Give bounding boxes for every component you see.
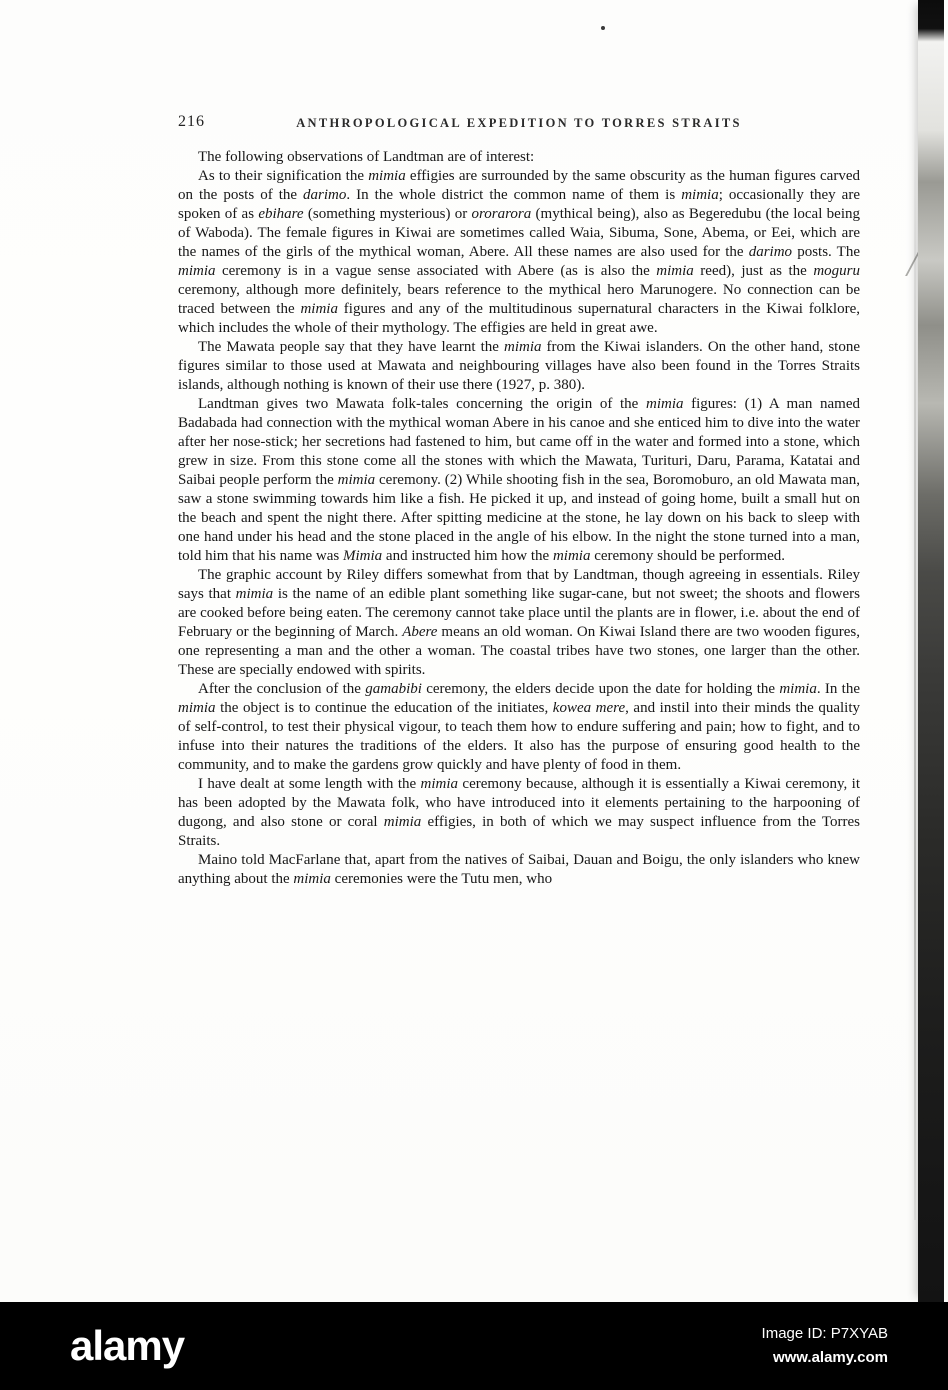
text-run: Maino told MacFarlane that, apart from the natives of Saibai, Dauan and Boigu, the only islanders who knew anything about the [178, 852, 860, 887]
italic-term: mimia [383, 814, 422, 830]
italic-term: darimo [748, 244, 793, 260]
italic-term: mimia [337, 472, 376, 488]
text-run: is the name of an edible plant something like sugar-cane, but not sweet; the shoots and flowers are cooked before being eaten. The ceremony cannot take place until the plants are in flower, i.e. about the end of February or the beginning of March. [178, 586, 860, 640]
page-text-block [178, 112, 860, 889]
italic-term: Abere [402, 624, 438, 640]
text-run: The Mawata people say that they have learnt the [198, 339, 504, 355]
paragraph-riley-account [178, 566, 860, 680]
italic-term: mimia [552, 548, 591, 564]
italic-term: moguru [813, 263, 860, 279]
italic-term: mimia [503, 339, 542, 355]
text-run: figures: (1) A man named Badabada had connection with the mythical woman Abere in his canoe and she enticed him to dive into the water after her nose-stick; her secretions had fastened to him, but came off in the water and formed into a stone, which grew in size. From this stone come all the stones with which the Mawata, Turituri, Daru, Parama, Katatai and Saibai people perform the [178, 396, 860, 488]
paragraph-intro [178, 148, 860, 167]
text-run: (mythical being), also as Begeredubu (the local being of Waboda). The female figures in Kiwai are sometimes called Waia, Sibuma, Sone, Abema, or Eei, which are the names of the girls of the mythical woman, Abere. All these names are also used for the [178, 206, 860, 260]
text-run: ceremony because, although it is essentially a Kiwai ceremony, it has been adopted by the Mawata folk, who have introduced into it elements pertaining to the harpooning of dugong, and also stone or coral [178, 776, 860, 830]
italic-term: mimia [656, 263, 694, 279]
text-run: (something mysterious) or [303, 206, 472, 222]
text-run: The graphic account by Riley differs somewhat from that by Landtman, though agreeing in essentials. Riley says that [178, 567, 860, 602]
text-run: , and instil into their minds the quality of self-control, to test their physical vigour, to teach them how to endure suffering and pain; how to fight, and to infuse into their natures the traditions of the elders. It also has the purpose of ensuring good health to the community, and to make the gardens grow quickly and have plenty of food in them. [178, 700, 861, 773]
text-run: After the conclusion of the [198, 681, 366, 697]
text-run: ceremony is in a vague sense associated with Abere (as is also the [215, 263, 657, 279]
text-run: Landtman gives two Mawata folk-tales concerning the origin of the [198, 396, 646, 412]
italic-term: ororarora [471, 206, 532, 222]
italic-term: mimia [178, 700, 216, 716]
italic-term: Mimia [342, 548, 383, 564]
scan-speck [601, 26, 605, 30]
paragraph-conclusion [178, 775, 860, 851]
scan-gutter-line [914, 120, 916, 1220]
text-run: ; occasionally they are spoken of as [178, 187, 860, 222]
watermark-bar [0, 1302, 948, 1390]
text-run: effigies, in both of which we may suspect influence from the Torres Straits. [178, 814, 860, 849]
paragraph-signification [178, 167, 860, 338]
paragraph-mawata-people [178, 338, 860, 395]
italic-term: mimia [300, 301, 338, 317]
italic-term: mimia [178, 263, 216, 279]
italic-term: mimia [420, 776, 459, 792]
watermark-url: www.alamy.com [772, 1349, 888, 1366]
text-run: . In the whole district the common name of them is [346, 187, 682, 203]
text-run: from the Kiwai islanders. On the other hand, stone figures similar to those used at Mawata and neighbouring villages have also been found in the Torres Straits islands, although nothing is known of their use there (1927, p. 380). [178, 339, 861, 393]
italic-term: mimia [645, 396, 684, 412]
text-run: the object is to continue the education of the initiates, [215, 700, 553, 716]
text-run: The following observations of Landtman are of interest: [198, 149, 535, 165]
italic-term: mimia [368, 168, 406, 184]
text-run: ceremonies were the Tutu men, who [330, 871, 553, 887]
text-run: ceremony. (2) While shooting fish in the sea, Boromoburo, an old Mawata man, saw a stone swimming towards him like a fish. He picked it up, and instead of going home, built a small hut on the beach and spent the night there. After spitting medicine at the stone, he lay down on his back to sleep with one hand under his head and the stone placed in the angle of his elbow. In the night the stone turned into a man, told him that his name was [178, 472, 860, 564]
scan-edge-strip [918, 0, 944, 1302]
italic-term: mimia [681, 187, 719, 203]
watermark-info [762, 1322, 888, 1370]
italic-term: ebihare [258, 206, 304, 222]
page-body [178, 148, 860, 889]
text-run: means an old woman. On Kiwai Island there are two wooden figures, one representing a man and the other a woman. The coastal tribes have two stones, one larger than the other. These are specially endowed with spirits. [178, 624, 860, 678]
italic-term: mimia [235, 586, 274, 602]
image-id-text: Image ID: P7XYAB [761, 1325, 888, 1342]
italic-term: gamabibi [365, 681, 422, 697]
paragraph-folk-tales [178, 395, 860, 566]
italic-term: kowea mere [552, 700, 626, 716]
italic-term: darimo [303, 187, 347, 203]
text-run: As to their signification the [198, 168, 369, 184]
italic-term: mimia [293, 871, 331, 887]
page-number: 216 [178, 113, 205, 130]
text-run: ceremony, the elders decide upon the date for holding the [421, 681, 780, 697]
alamy-logo: alamy [70, 1322, 185, 1369]
running-header: ANTHROPOLOGICAL EXPEDITION TO TORRES STRAITS [296, 116, 742, 130]
italic-term: mimia [779, 681, 817, 697]
text-run: ceremony, although more definitely, bears reference to the mythical hero Marunogere. No connection can be traced between the [178, 282, 860, 317]
paragraph-maino [178, 851, 860, 889]
text-run: and instructed him how the [382, 548, 553, 564]
text-run: effigies are surrounded by the same obscurity as the human figures carved on the posts of the [178, 168, 860, 203]
page-header [178, 112, 860, 136]
text-run: posts. The [792, 244, 860, 260]
text-run: figures and any of the multitudinous supernatural characters in the Kiwai folklore, which includes the whole of their mythology. The effigies are held in great awe. [178, 301, 861, 336]
paragraph-gamabibi [178, 680, 860, 775]
text-run: I have dealt at some length with the [198, 776, 421, 792]
text-run: ceremony should be performed. [590, 548, 785, 564]
text-run: . In the [816, 681, 861, 697]
text-run: reed), just as the [693, 263, 814, 279]
